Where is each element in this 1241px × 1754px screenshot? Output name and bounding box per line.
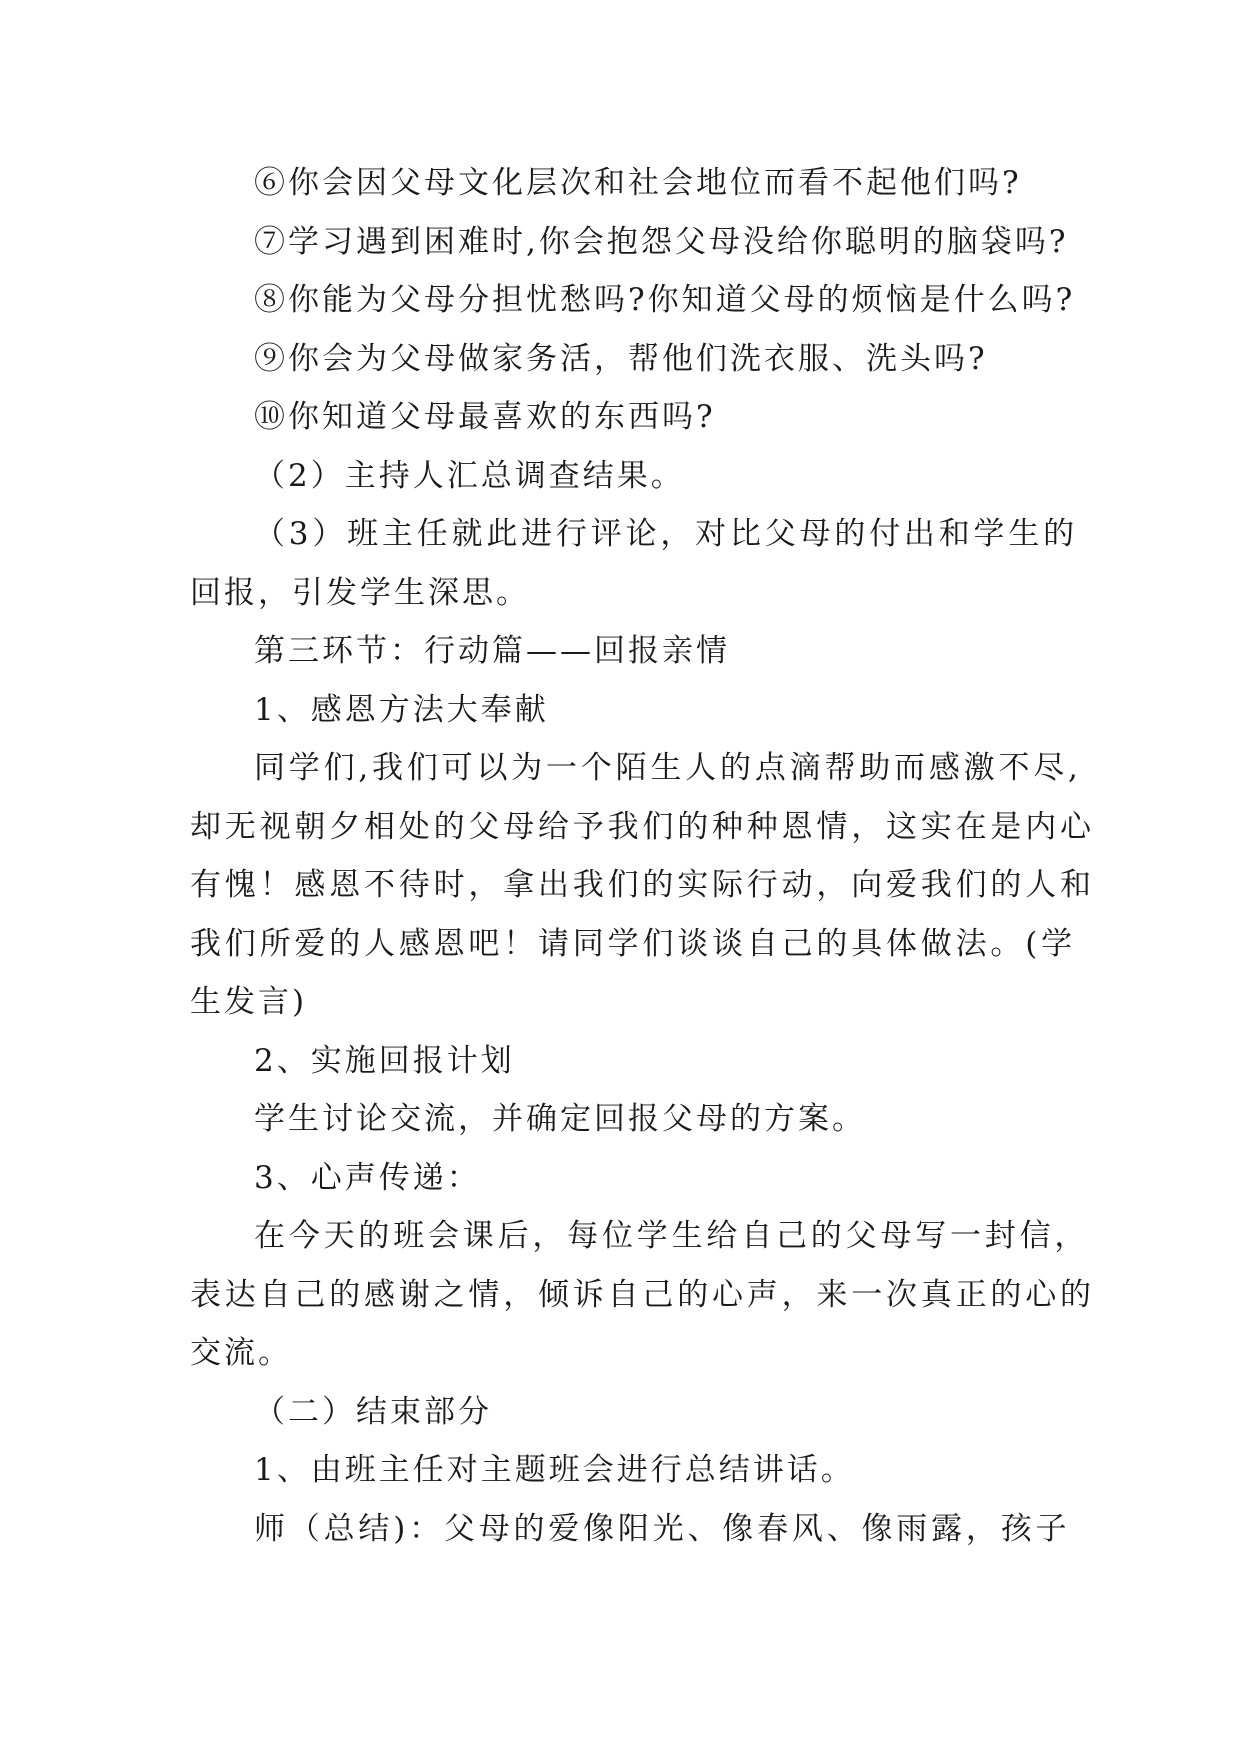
paragraph-line: 生发言) [190,984,308,1020]
closing-item-1: 1、由班主任对主题班会进行总结讲话。 [254,1452,855,1488]
question-6: ⑥你会因父母文化层次和社会地位而看不起他们吗? [254,165,1022,201]
step-3-comment: （3）班主任就此进行评论，对比父母的付出和学生的 [254,516,1078,552]
question-8: ⑧你能为父母分担忧愁吗?你知道父母的烦恼是什么吗? [254,282,1076,318]
question-9: ⑨你会为父母做家务活，帮他们洗衣服、洗头吗? [254,341,988,377]
question-10: ⑩你知道父母最喜欢的东西吗? [254,399,716,435]
item-3-heading: 3、心声传递： [254,1160,481,1196]
teacher-summary: 师（总结)：父母的爱像阳光、像春风、像雨露，孩子 [254,1511,1071,1547]
paragraph-line: 交流。 [190,1335,292,1371]
step-3-comment-cont: 回报，引发学生深思。 [190,575,530,611]
step-2-summary: （2）主持人汇总调查结果。 [254,458,685,494]
paragraph-line: 有愧！感恩不待时，拿出我们的实际行动，向爱我们的人和 [190,867,1095,903]
paragraph-line: 却无视朝夕相处的父母给予我们的种种恩情，这实在是内心 [190,809,1095,845]
section-heading-closing: （二）结束部分 [254,1394,492,1430]
paragraph-line: 学生讨论交流，并确定回报父母的方案。 [254,1101,866,1137]
paragraph-line: 在今天的班会课后，每位学生给自己的父母写一封信， [254,1218,1090,1254]
paragraph-line: 表达自己的感谢之情，倾诉自己的心声，来一次真正的心的 [190,1277,1095,1313]
question-7: ⑦学习遇到困难时,你会抱怨父母没给你聪明的脑袋吗? [254,224,1069,260]
section-heading-part-3: 第三环节：行动篇——回报亲情 [254,633,730,669]
item-2-heading: 2、实施回报计划 [254,1043,515,1079]
paragraph-line: 我们所爱的人感恩吧！请同学们谈谈自己的具体做法。(学 [190,926,1076,962]
paragraph-line: 同学们,我们可以为一个陌生人的点滴帮助而感激不尽, [254,750,1082,786]
item-1-heading: 1、感恩方法大奉献 [254,692,549,728]
